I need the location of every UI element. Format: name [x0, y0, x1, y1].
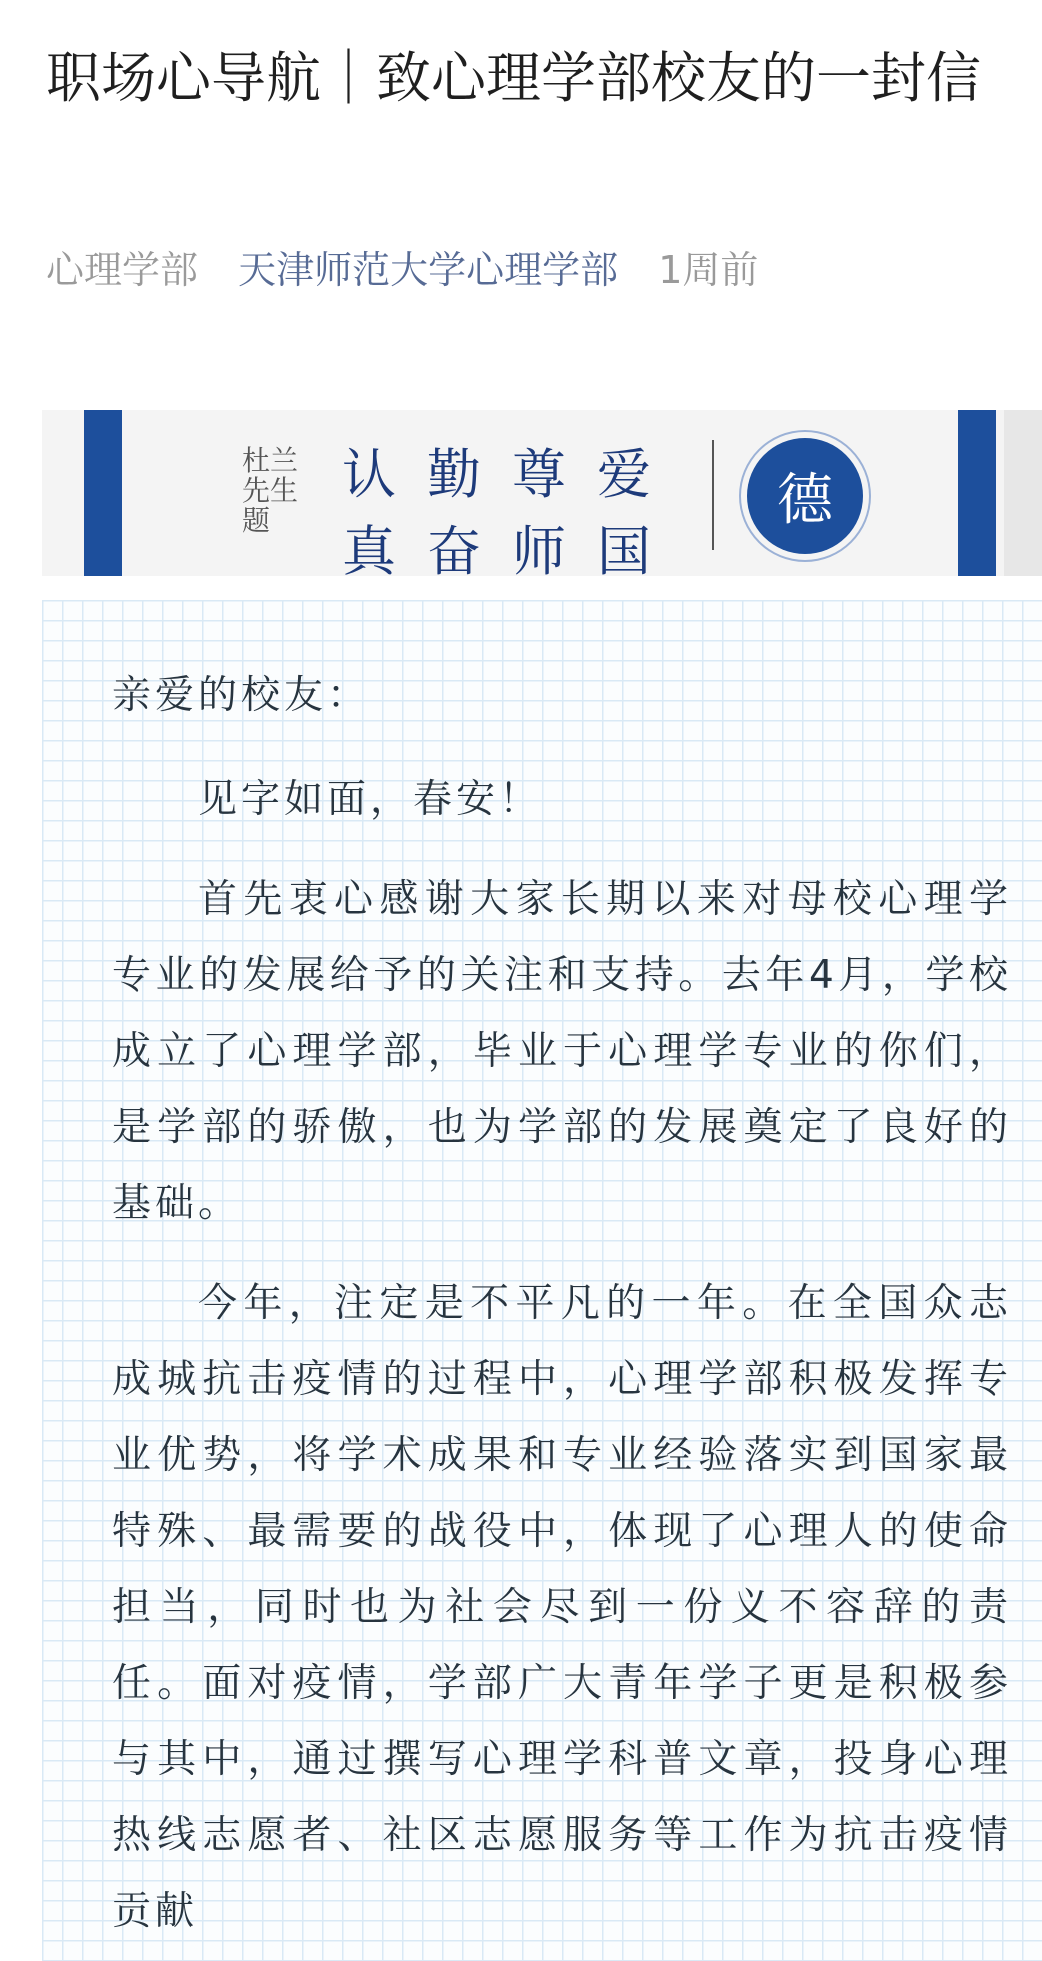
university-emblem-icon: 德 — [747, 438, 863, 554]
source-tag: 心理学部 — [46, 248, 199, 292]
calligraphy-char: 真 — [342, 520, 416, 576]
calligraphy-char: 认 — [342, 443, 416, 506]
banner-right-bar — [958, 410, 996, 576]
banner-inscription: 杜兰 先生 题 — [242, 444, 299, 537]
letter-paragraph: 见字如面，春安！ — [198, 777, 543, 822]
calligraphy-char: 勤 — [427, 443, 501, 506]
calligraphy-char: 尊 — [512, 443, 586, 506]
letter-paragraph: 今年，注定是不平凡的一年。在全国众志成城抗击疫情的过程中，心理学部积极发挥专业优势，将学术成果和专业经验落实到国家最特殊、最需要的战役中，体现了心理人的使命担当，同时也为社会尽到一份义不容辞的责任。面对疫情，学部广大青年学子更是积极参与其中，通过撰写心理学科普文章，投身心理热线志愿者、社区志愿服务等工作为抗击疫情贡献 — [112, 1281, 1012, 1934]
header-banner-image — [42, 410, 1042, 576]
calligraphy-char: 奋 — [427, 520, 501, 576]
banner-calligraphy — [342, 432, 682, 576]
calligraphy-char: 师 — [512, 520, 586, 576]
calligraphy-char: 国 — [597, 520, 671, 576]
letter-body — [112, 658, 1012, 1961]
letter-paper — [42, 600, 1042, 1961]
banner-edge — [1004, 410, 1042, 576]
letter-greeting: 亲爱的校友： — [112, 673, 371, 718]
letter-paragraph: 首先衷心感谢大家长期以来对母校心理学专业的发展给予的关注和支持。去年4月，学校成立了心理学部，毕业于心理学专业的你们，是学部的骄傲，也为学部的发展奠定了良好的基础。 — [112, 877, 1012, 1226]
banner-left-bar — [84, 410, 122, 576]
article-title: 职场心导航｜致心理学部校友的一封信 — [46, 46, 982, 110]
article-meta — [46, 240, 758, 300]
publish-time: 1周前 — [658, 248, 759, 292]
account-name-link[interactable]: 天津师范大学心理学部 — [238, 248, 619, 292]
banner-divider — [712, 440, 714, 550]
calligraphy-char: 爱 — [597, 443, 671, 506]
